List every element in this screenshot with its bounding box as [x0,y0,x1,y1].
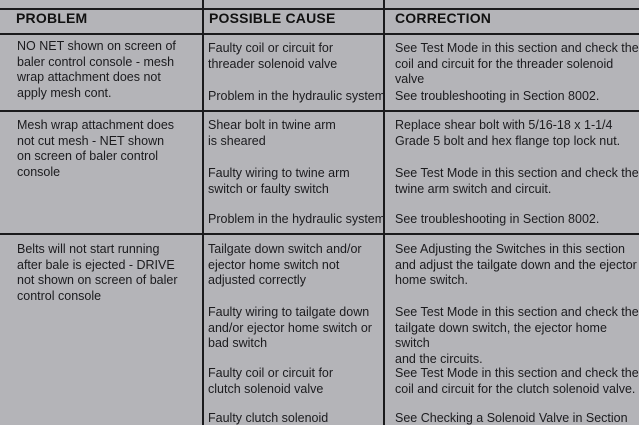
header-bottom-rule [0,33,639,35]
correction-cell: See Checking a Solenoid Valve in Section [395,411,628,425]
correction-cell: See troubleshooting in Section 8002. [395,212,600,226]
correction-cell: See Test Mode in this section and check the tailgate down switch, the ejector home switch and the circuits. [395,305,639,366]
cause-cell: Faulty wiring to tailgate down and/or ejector home switch or bad switch [208,305,372,350]
correction-cell: See Adjusting the Switches in this section and adjust the tailgate down and the ejector home switch. [395,242,637,287]
cause-cell: Problem in the hydraulic system [208,89,386,103]
correction-cell: See troubleshooting in Section 8002. [395,89,600,103]
problem-cell: Mesh wrap attachment does not cut mesh - NET shown on screen of baler control console [17,118,175,179]
row-divider-1 [0,110,639,112]
cause-cell: Faulty coil or circuit for clutch solenoid valve [208,366,334,396]
correction-cell: See Test Mode in this section and check the coil and circuit for the clutch solenoid valve. [395,366,639,396]
correction-cell: See Test Mode in this section and check the coil and circuit for the threader solenoid valve [395,41,639,86]
correction-cell: Replace shear bolt with 5/16-18 x 1-1/4 Grade 5 bolt and hex flange top lock nut. [395,118,621,148]
cause-cell: Shear bolt in twine arm is sheared [208,118,336,148]
column-divider-left [202,0,204,425]
cause-cell: Faulty coil or circuit for threader solenoid valve [208,41,338,71]
row-divider-2 [0,233,639,235]
correction-cell: See Test Mode in this section and check the twine arm switch and circuit. [395,166,639,196]
problem-cell: Belts will not start running after bale is ejected - DRIVE not shown on screen of baler control console [17,242,178,303]
cause-cell: Faulty clutch solenoid [208,411,329,425]
cause-cell: Problem in the hydraulic system [208,212,386,226]
cause-cell: Tailgate down switch and/or ejector home switch not adjusted correctly [208,242,362,287]
problem-cell: NO NET shown on screen of baler control console - mesh wrap attachment does not apply mesh cont. [17,39,176,100]
header-correction: CORRECTION [395,10,492,26]
cause-cell: Faulty wiring to twine arm switch or faulty switch [208,166,350,196]
header-problem: PROBLEM [16,10,88,26]
header-possible-cause: POSSIBLE CAUSE [209,10,336,26]
